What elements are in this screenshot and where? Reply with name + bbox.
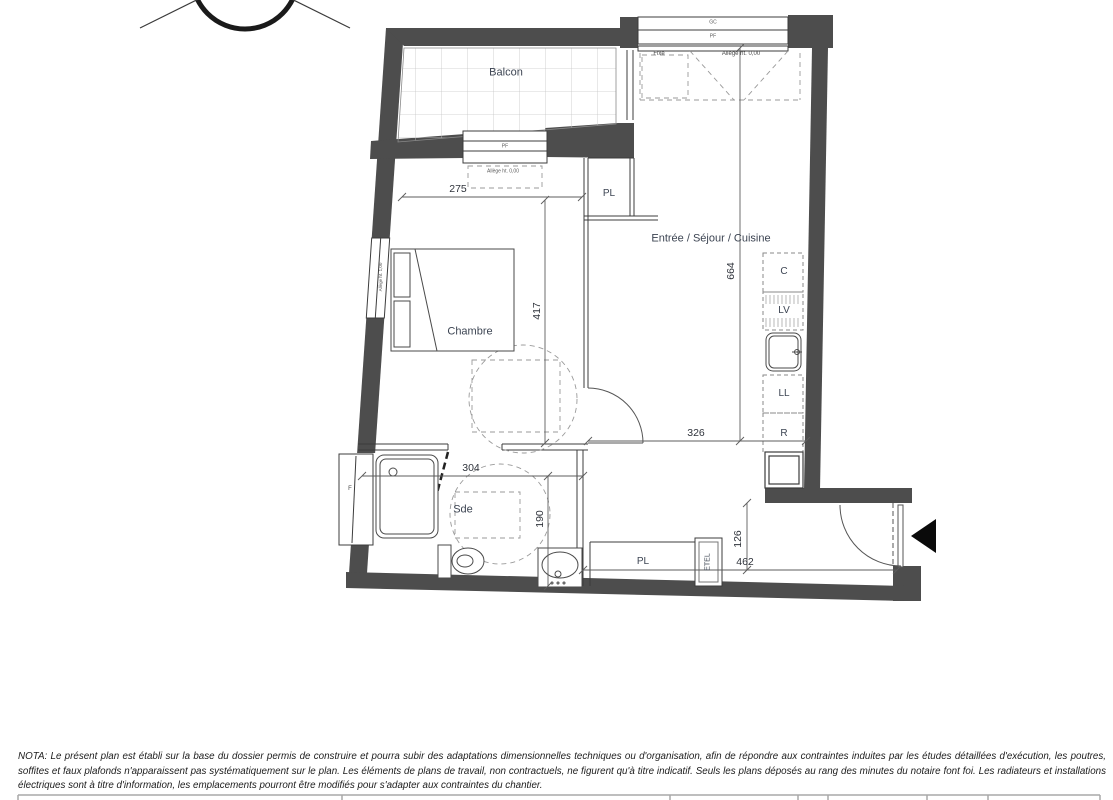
shower-icon — [376, 455, 438, 538]
fixed-pane-label: Fixe — [653, 51, 665, 57]
appliance-label-fridge: R — [780, 428, 788, 439]
nota-disclaimer: NOTA: Le présent plan est établi sur la base du dossier permis de construire et pourra subir des adaptations dimensionnelles techniques ou d'organisation, afin de répondre aux contraintes induites par les études détaillées d'exécution, les poutres, soffites et faux plafonds n'apparaissent pas systématiquement sur le plan. Les éléments de plans de travail, non contractuels, ne figurent qu'à titre indicatif. Seuls les plans déposés au rang des minutes du notaire font foi. Les radiateurs et installations électriques sont à titre d'information, les emplacements pourront être modifiés pour s'adapter aux contraintes du chantier. — [18, 751, 1106, 792]
appliance-label-cooker: C — [780, 266, 788, 277]
dim-entry-depth: 126 — [731, 530, 744, 548]
french-window-top-label: PF — [709, 33, 717, 40]
appliance-label-washing-machine: LL — [778, 388, 790, 399]
kitchen-sink-icon — [766, 333, 802, 371]
dim-bathroom-width: 304 — [462, 461, 480, 474]
bathroom-window-label: F — [348, 486, 352, 492]
title-block-table — [18, 795, 1100, 800]
doors — [433, 388, 903, 567]
toilet-icon — [438, 545, 484, 578]
fixtures — [376, 249, 582, 587]
dim-entry-width: 462 — [736, 555, 754, 568]
sill-height-bedroom-label: Allège ht. 1,00 — [377, 262, 383, 292]
room-label-bathroom: Sde — [453, 503, 473, 516]
duct-box — [765, 452, 803, 488]
french-window-balcony-label: PF — [501, 143, 509, 150]
room-label-bedroom: Chambre — [447, 325, 493, 338]
north-compass-icon — [140, 0, 350, 29]
sill-height-top-label: Allège ht. 0,00 — [721, 51, 761, 57]
dim-living-width: 326 — [687, 426, 705, 439]
entrance-arrow-icon — [911, 519, 936, 553]
dim-bathroom-length: 190 — [533, 510, 546, 528]
closet-label-hall: PL — [636, 556, 650, 567]
dim-bedroom-width: 275 — [449, 182, 467, 195]
kitchen-appliances — [763, 253, 803, 488]
electrical-panel-label: ETEL — [704, 553, 712, 571]
guardrail-label: GC — [709, 19, 717, 26]
room-label-balcony: Balcon — [489, 66, 523, 79]
dim-bedroom-length: 417 — [530, 302, 543, 320]
appliance-label-dishwasher: LV — [778, 305, 790, 316]
dim-living-length: 664 — [724, 262, 737, 280]
washbasin-icon — [538, 548, 582, 587]
sill-height-balcony-label: Allège ht. 0,00 — [487, 168, 519, 175]
room-label-living: Entrée / Séjour / Cuisine — [651, 232, 771, 245]
closet-label-top: PL — [602, 188, 616, 199]
